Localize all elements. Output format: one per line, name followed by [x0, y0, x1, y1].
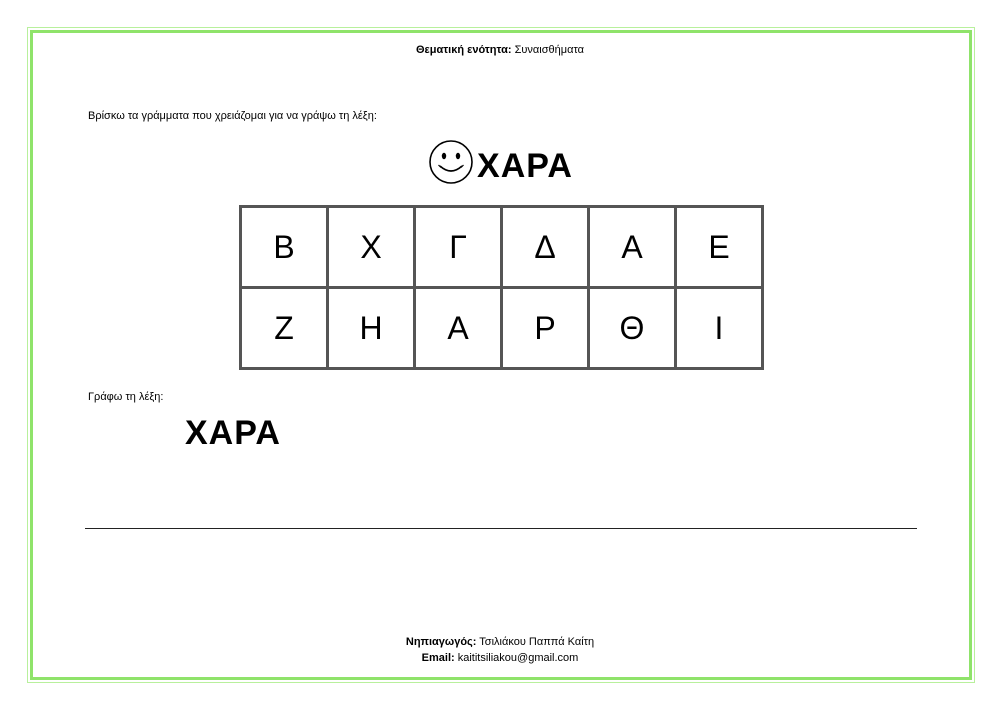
email-address: kaititsiliakou@gmail.com: [457, 652, 579, 664]
title-row: [0, 146, 1000, 186]
letter-cell[interactable]: Χ: [328, 207, 415, 288]
grid-row-1: [241, 207, 763, 288]
letter-cell[interactable]: Ζ: [241, 288, 328, 369]
write-label: Γράφω τη λέξη:: [88, 391, 164, 403]
letter-cell[interactable]: Ε: [676, 207, 763, 288]
instruction-text: Βρίσκω τα γράμματα που χρειάζομαι για να γράψω τη λέξη:: [88, 110, 377, 122]
email-credit: [0, 652, 1000, 664]
target-word: ΧΑΡΑ: [477, 146, 573, 185]
letter-cell[interactable]: Α: [589, 207, 676, 288]
writing-line: [85, 528, 917, 529]
letter-cell[interactable]: Β: [241, 207, 328, 288]
teacher-label: Νηπιαγωγός:: [405, 636, 477, 648]
letter-grid: [239, 205, 764, 370]
grid-row-2: [241, 288, 763, 369]
teacher-credit: [0, 636, 1000, 648]
theme-label: Θεματική ενότητα:: [415, 44, 512, 56]
written-word[interactable]: ΧΑΡΑ: [185, 414, 281, 452]
teacher-name: Τσιλιάκου Παππά Καίτη: [479, 636, 595, 648]
letter-cell[interactable]: Θ: [589, 288, 676, 369]
theme-header: [0, 44, 1000, 56]
letter-cell[interactable]: Α: [415, 288, 502, 369]
smiley-face-icon: [427, 138, 475, 186]
letter-cell[interactable]: Γ: [415, 207, 502, 288]
letter-cell[interactable]: Δ: [502, 207, 589, 288]
theme-value: Συναισθήματα: [514, 44, 584, 56]
email-label: Email:: [421, 652, 455, 664]
letter-cell[interactable]: Ι: [676, 288, 763, 369]
letter-cell[interactable]: Ρ: [502, 288, 589, 369]
letter-cell[interactable]: Η: [328, 288, 415, 369]
